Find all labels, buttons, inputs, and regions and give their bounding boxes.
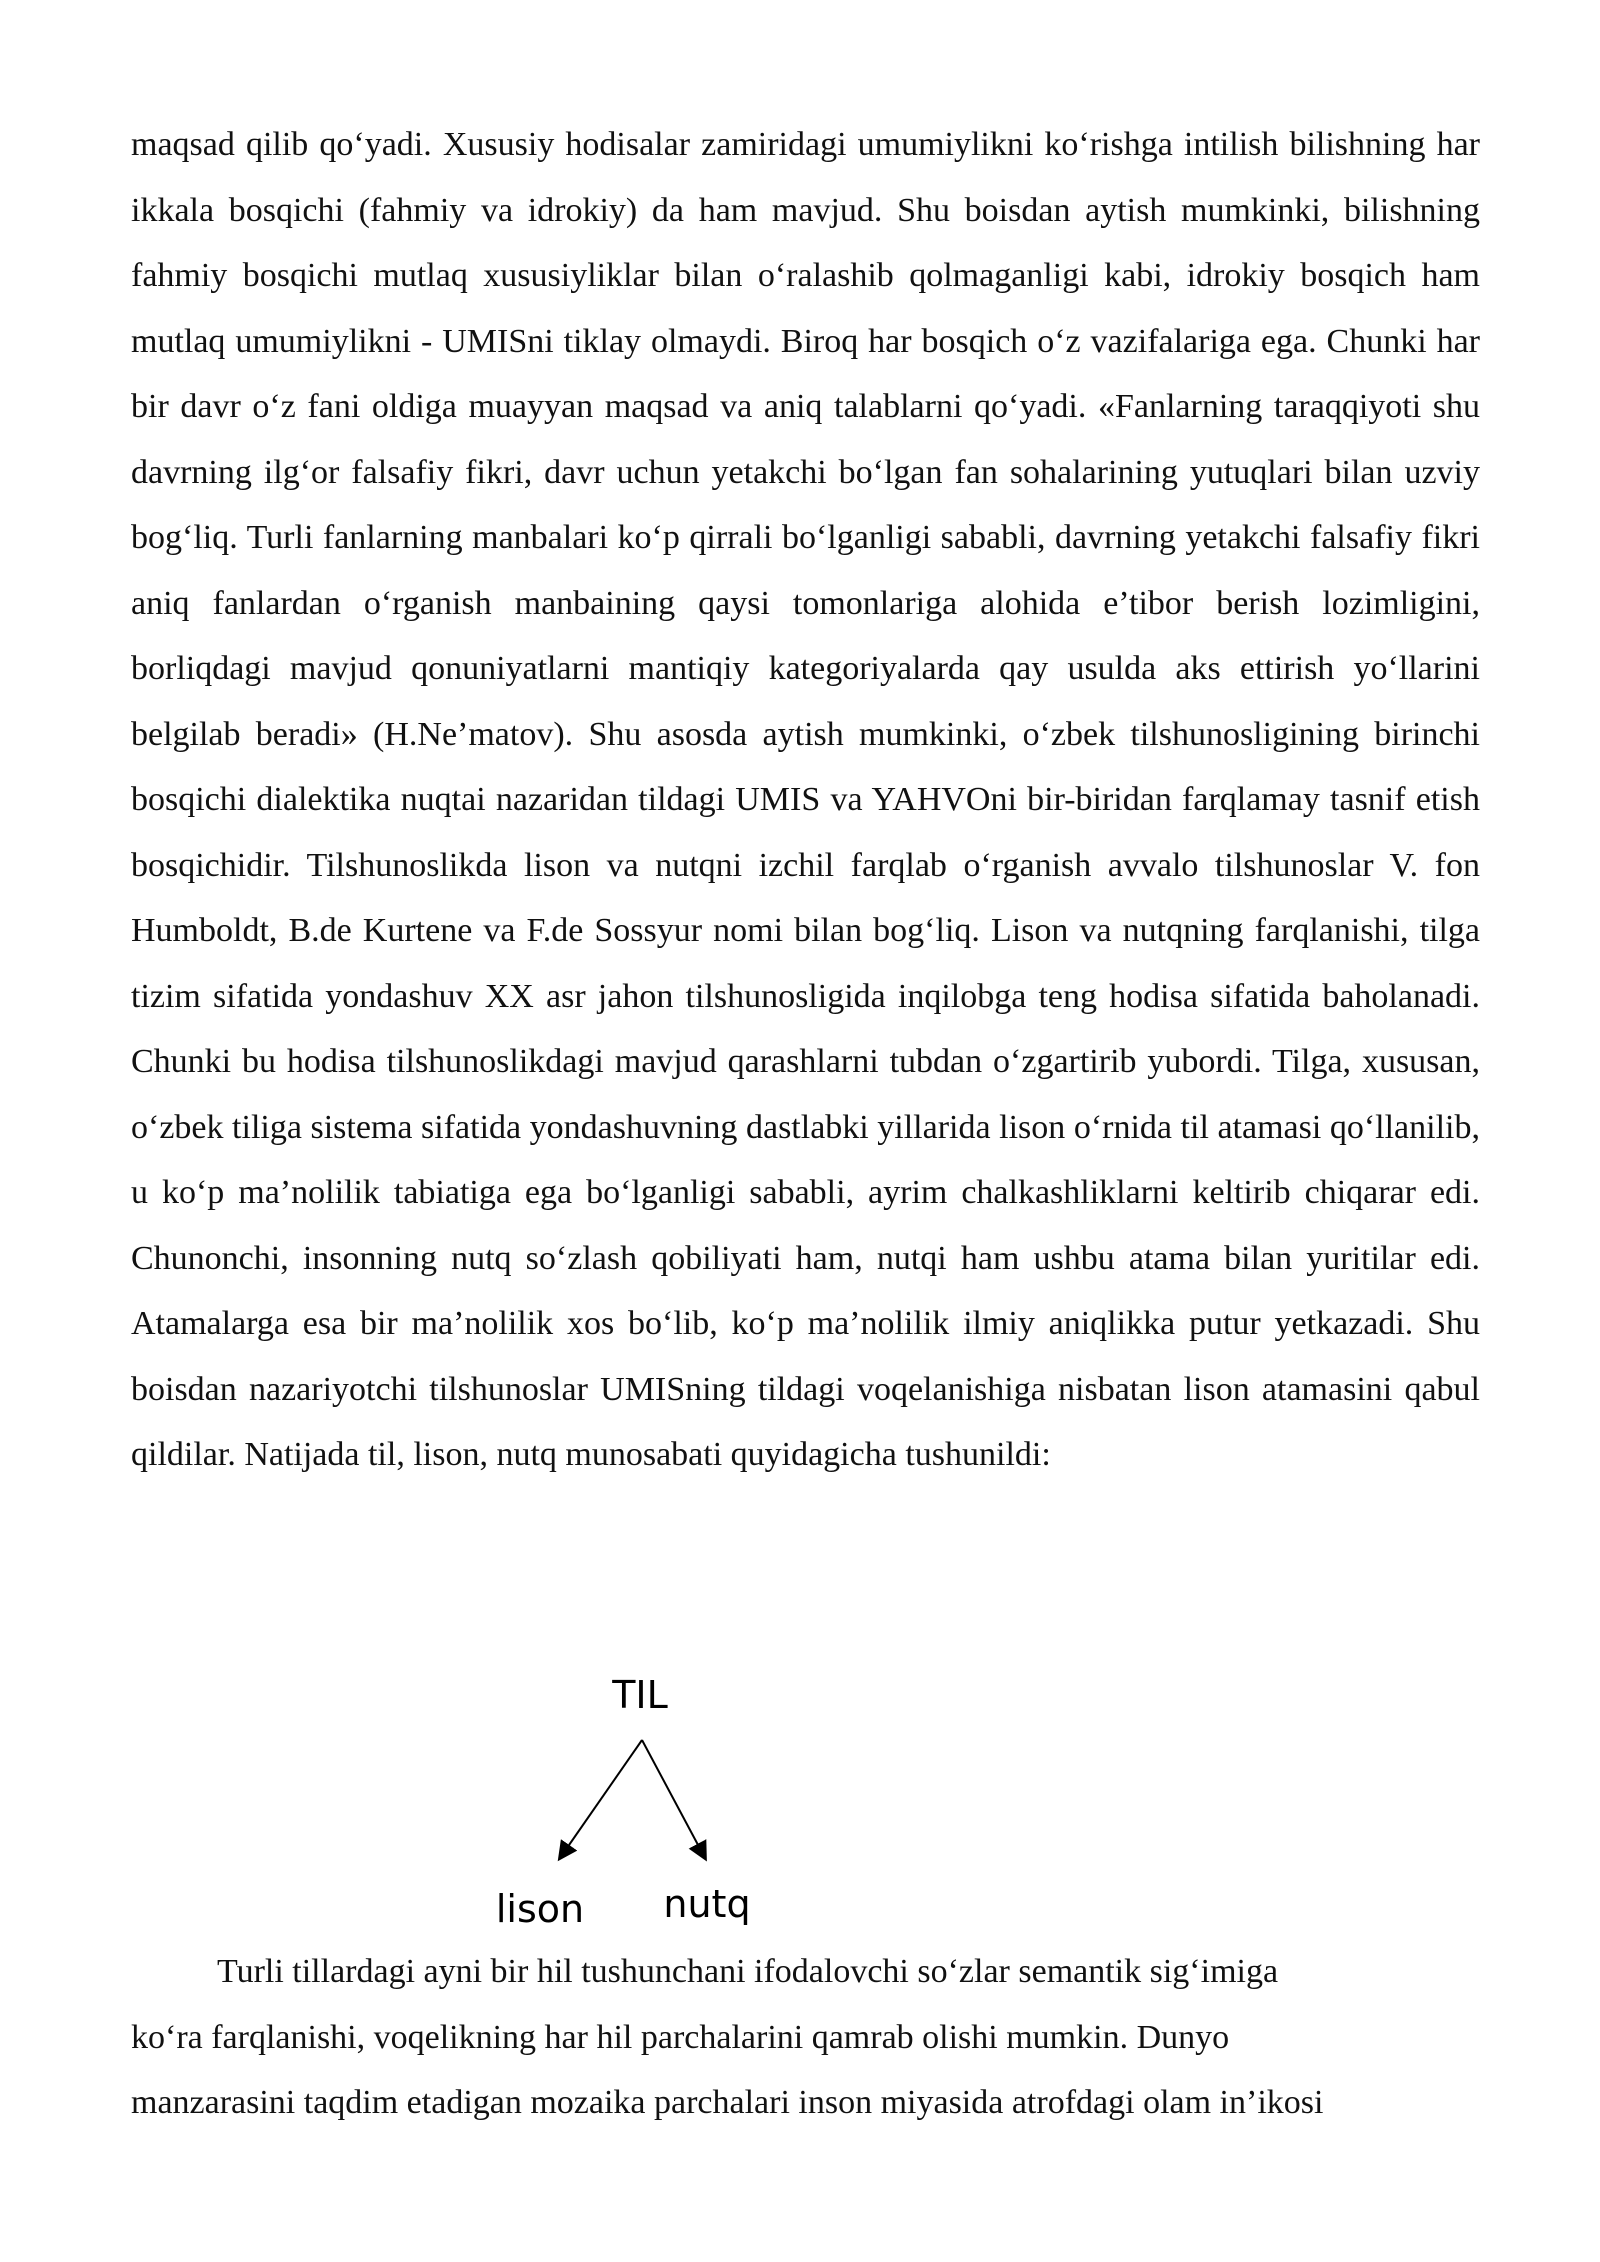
arrow-to-nutq xyxy=(642,1740,705,1858)
second-paragraph-line-3: manzarasini taqdim etadigan mozaika parchalari inson miyasida atrofdagi olam in’ikosi xyxy=(131,2084,1324,2121)
til-lison-nutq-diagram xyxy=(480,1660,780,1935)
diagram-right-label: nutq xyxy=(663,1882,751,1926)
second-paragraph-line-1 xyxy=(131,1939,1480,2005)
diagram-root-label: TIL xyxy=(612,1673,668,1717)
diagram-svg xyxy=(480,1660,780,1935)
arrow-to-lison xyxy=(560,1740,642,1858)
second-paragraph-line-2: ko‘ra farqlanishi, voqelikning har hil parchalarini qamrab olishi mumkin. Dunyo xyxy=(131,2018,1230,2056)
diagram-left-label: lison xyxy=(495,1887,585,1931)
second-paragraph xyxy=(131,1939,1480,2136)
second-paragraph-line-1-text: Turli tillardagi ayni bir hil tushunchani ifodalovchi so‘zlar semantik sig‘imiga xyxy=(217,1953,1279,1990)
main-paragraph: maqsad qilib qo‘yadi. Xususiy hodisalar zamiridagi umumiylikni ko‘rishga intilish bilishning har ikkala bosqichi (fahmiy va idrokiy) da ham mavjud. Shu boisdan aytish mumkinki, bilishning fahmiy bosqichi mutlaq xususiyliklar bilan o‘ralashib qolmaganligi kabi, idrokiy bosqich ham mutlaq umumiylikni - UMISni tiklay olmaydi. Biroq har bosqich o‘z vazifalariga ega. Chunki har bir davr o‘z fani oldiga muayyan maqsad va aniq talablarni qo‘yadi. «Fanlarning taraqqiyoti shu davrning ilg‘or falsafiy fikri, davr uchun yetakchi bo‘lgan fan sohalarining yutuqlari bilan uzviy bog‘liq. Turli fanlarning manbalari ko‘p qirrali bo‘lganligi sababli, davrning yetakchi falsafiy fikri aniq fanlardan o‘rganish manbaining qaysi tomonlariga alohida e’tibor berish lozimligini, borliqdagi mavjud qonuniyatlarni mantiqiy kategoriyalarda qay usulda aks ettirish yo‘llarini belgilab beradi» (H.Ne’matov). Shu asosda aytish mumkinki, o‘zbek tilshunosligining birinchi bosqichi dialektika nuqtai nazaridan tildagi UMIS va YAHVOni bir-biridan farqlamay tasnif etish bosqichidir. Tilshunoslikda lison va nutqni izchil farqlab o‘rganish avvalo tilshunoslar V. fon Humboldt, B.de Kurtene va F.de Sossyur nomi bilan bog‘liq. Lison va nutqning farqlanishi, tilga tizim sifatida yondashuv XX asr jahon tilshunosligida inqilobga teng hodisa sifatida baholanadi. Chunki bu hodisa tilshunoslikdagi mavjud qarashlarni tubdan o‘zgartirib yubordi. Tilga, xususan, o‘zbek tiliga sistema sifatida yondashuvning dastlabki yillarida lison o‘rnida til atamasi qo‘llanilib, u ko‘p ma’nolilik tabiatiga ega bo‘lganligi sababli, ayrim chalkashliklarni keltirib chiqarar edi. Chunonchi, insonning nutq so‘zlash qobiliyati ham, nutqi ham ushbu atama bilan yuritilar edi. Atamalarga esa bir ma’nolilik xos bo‘lib, ko‘p ma’nolilik ilmiy aniqlikka putur yetkazadi. Shu boisdan nazariyotchi tilshunoslar UMISning tildagi voqelanishiga nisbatan lison atamasini qabul qildilar. Natijada til, lison, nutq munosabati quyidagicha tushunildi: xyxy=(131,126,1480,1473)
